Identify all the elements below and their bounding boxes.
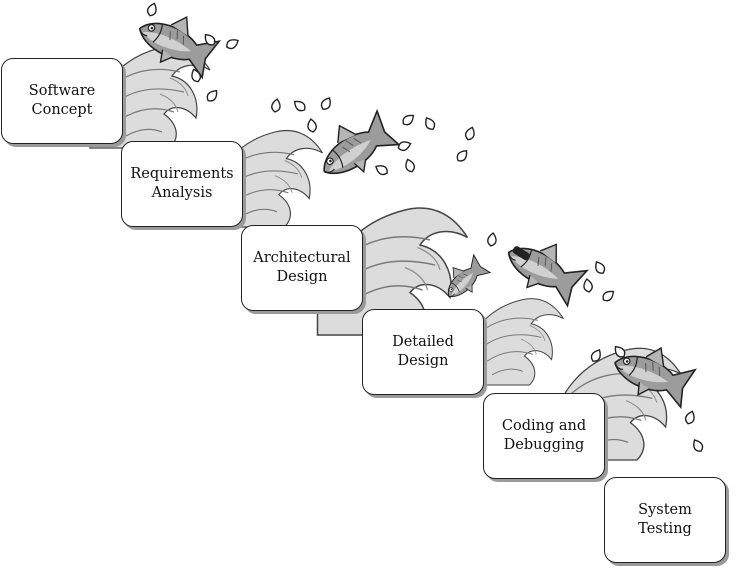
stage-label: Requirements Analysis: [130, 166, 234, 201]
fish-3-sunglasses: [498, 225, 592, 310]
stage-label: Detailed Design: [392, 334, 454, 369]
stage-label: Architectural Design: [253, 250, 351, 285]
stage-software-concept: [1, 58, 123, 144]
stage-system-testing: [604, 477, 726, 563]
stage-coding-and-debugging: [483, 393, 605, 479]
stage-detailed-design: [362, 309, 484, 395]
stage-label: Software Concept: [28, 83, 96, 118]
fish-2: [308, 105, 402, 189]
stage-requirements-analysis: [121, 141, 243, 227]
stage-architectural-design: [241, 225, 363, 311]
stage-label: Coding and Debugging: [501, 418, 587, 453]
stage-label: System Testing: [638, 502, 692, 537]
